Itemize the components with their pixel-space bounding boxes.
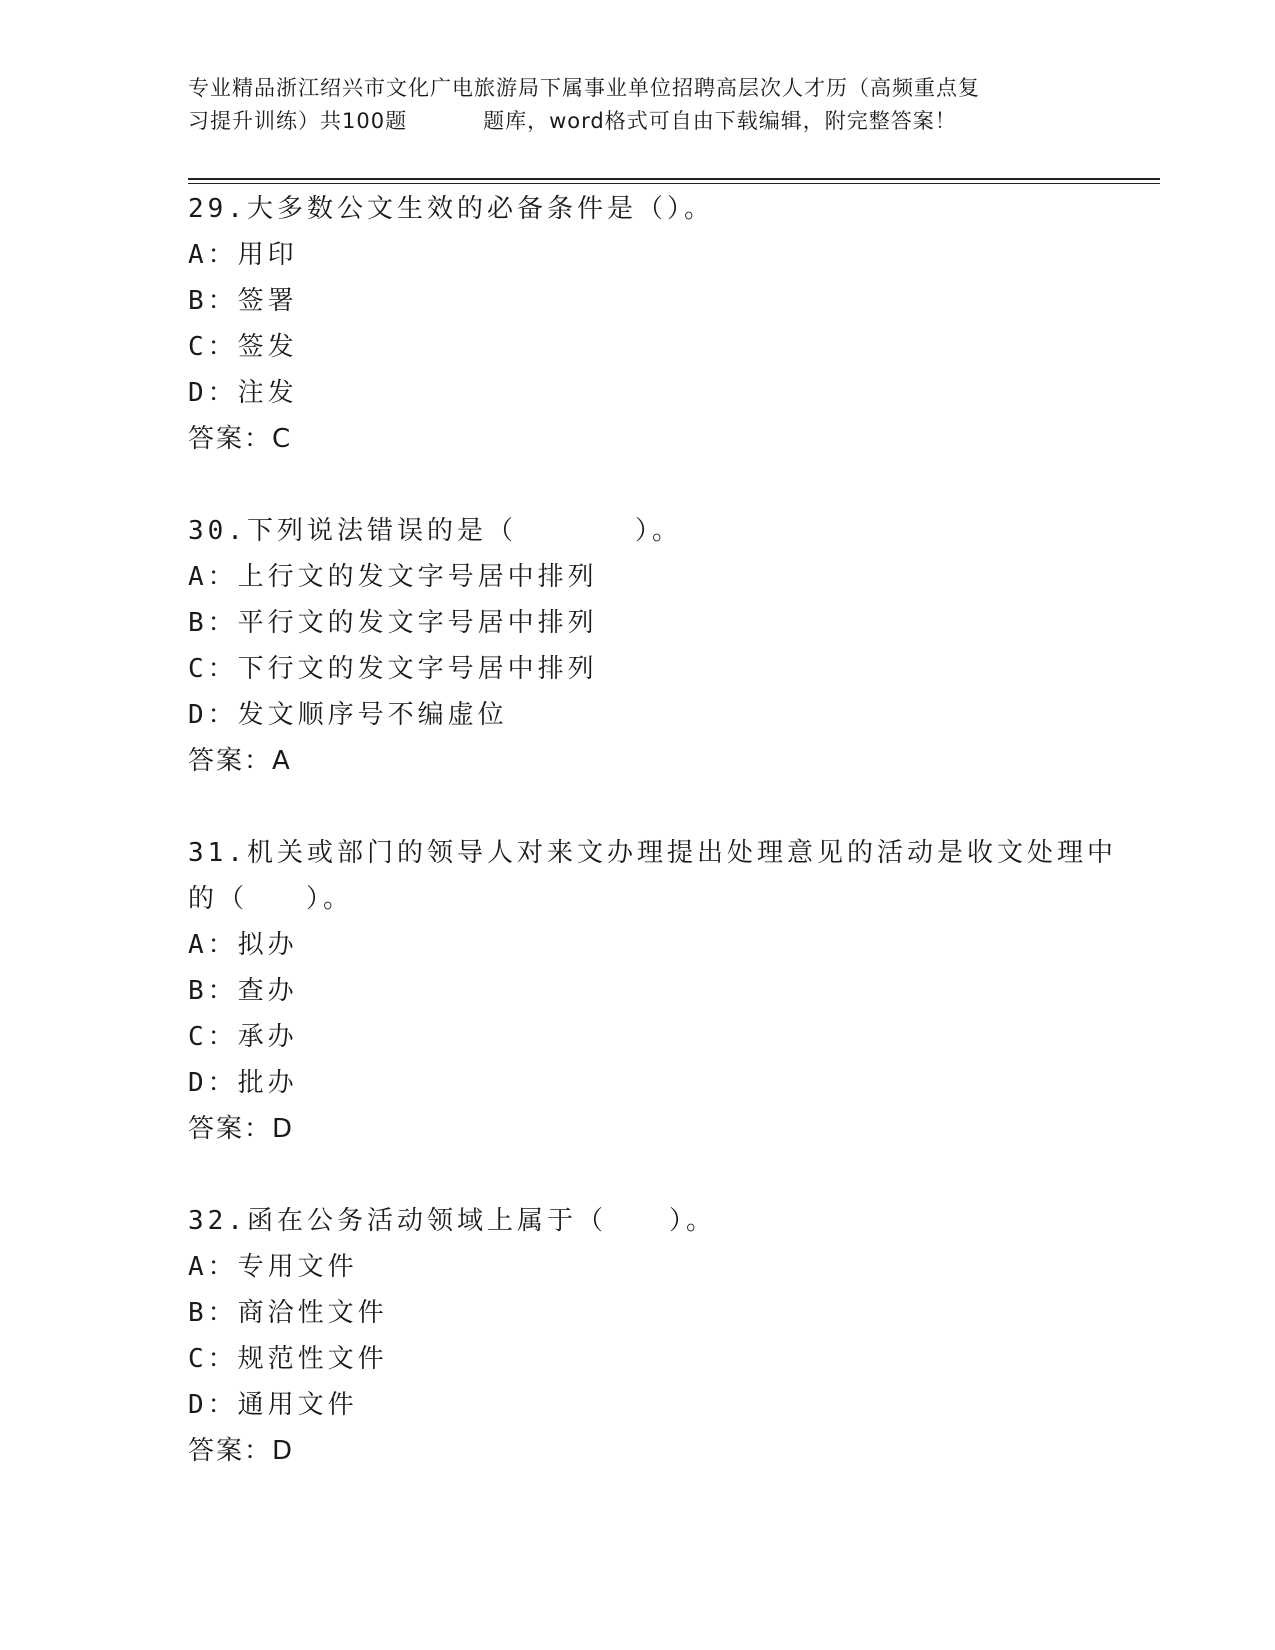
answer: 答案：D xyxy=(188,1436,295,1466)
option-a: A：拟办 xyxy=(188,930,298,960)
option-d: D：发文顺序号不编虚位 xyxy=(188,700,508,730)
option-b: B：商洽性文件 xyxy=(188,1298,388,1328)
header-divider-thick xyxy=(188,178,1160,180)
option-b: B：查办 xyxy=(188,976,298,1006)
option-b: B：签署 xyxy=(188,286,298,316)
question-stem-part-1: 30.下列说法错误的是（ xyxy=(188,516,517,546)
question-stem-part-2: ）。 xyxy=(668,1206,716,1236)
answer: 答案：C xyxy=(188,424,293,454)
question-stem-line-2-part-1: 的（ xyxy=(188,884,249,914)
question-stem-line-1: 31.机关或部门的领导人对来文办理提出处理意见的活动是收文处理中 xyxy=(188,838,1117,868)
question-stem xyxy=(188,1198,1088,1244)
option-c: C：承办 xyxy=(188,1022,298,1052)
question-29 xyxy=(188,186,1088,462)
option-b: B：平行文的发文字号居中排列 xyxy=(188,608,598,638)
option-c: C：签发 xyxy=(188,332,298,362)
question-stem-part-1: 32.函在公务活动领域上属于（ xyxy=(188,1206,607,1236)
question-30 xyxy=(188,508,1088,784)
header-line-2 xyxy=(188,105,1108,138)
question-stem-line-2-part-2: ）。 xyxy=(306,884,354,914)
option-a: A：上行文的发文字号居中排列 xyxy=(188,562,598,592)
option-d: D：批办 xyxy=(188,1068,298,1098)
option-c: C：下行文的发文字号居中排列 xyxy=(188,654,598,684)
header-line-2-part-1: 习提升训练）共100题 xyxy=(188,109,408,133)
answer: 答案：D xyxy=(188,1114,295,1144)
header-divider-thin xyxy=(188,183,1160,184)
header-line-2-part-2: 题库，word格式可自由下载编辑，附完整答案！ xyxy=(483,109,957,133)
question-stem-part-2: ）。 xyxy=(634,516,682,546)
question-stem-line-2 xyxy=(188,876,1088,922)
option-d: D：通用文件 xyxy=(188,1390,358,1420)
header-line-1: 专业精品浙江绍兴市文化广电旅游局下属事业单位招聘高层次人才历（高频重点复 xyxy=(188,76,980,100)
option-c: C：规范性文件 xyxy=(188,1344,388,1374)
question-stem xyxy=(188,508,1088,554)
question-31 xyxy=(188,830,1117,1152)
option-a: A：用印 xyxy=(188,240,298,270)
question-stem: 29.大多数公文生效的必备条件是（）。 xyxy=(188,194,714,224)
answer: 答案：A xyxy=(188,746,292,776)
option-a: A：专用文件 xyxy=(188,1252,358,1282)
document-header xyxy=(188,72,1108,138)
option-d: D：注发 xyxy=(188,378,298,408)
question-32 xyxy=(188,1198,1088,1474)
